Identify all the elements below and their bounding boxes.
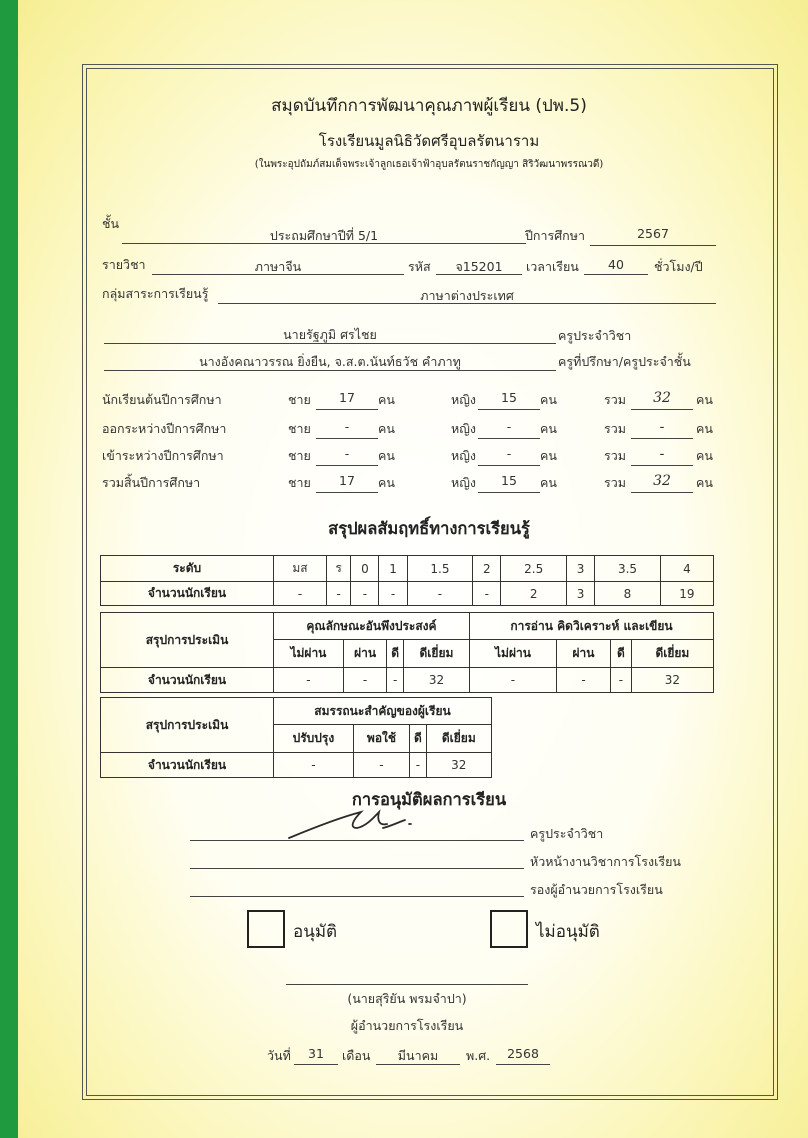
competency-count: - bbox=[274, 753, 354, 778]
grade-count: 19 bbox=[660, 582, 713, 606]
grade-level: มส bbox=[274, 556, 327, 582]
approval-line-1 bbox=[190, 840, 524, 841]
patronage-line: (ในพระอุปถัมภ์สมเด็จพระเจ้าลูกเธอเจ้าฟ้าอุบลรัตนราชกัญญา สิริวัฒนาพรรณวดี) bbox=[254, 159, 604, 170]
year-line bbox=[590, 245, 716, 246]
competency-table bbox=[100, 697, 492, 778]
female-count: 15 bbox=[501, 390, 517, 405]
total-label: รวม bbox=[604, 448, 626, 463]
unit-label: คน bbox=[378, 392, 395, 407]
count-underline bbox=[478, 409, 540, 410]
characteristics-count: 32 bbox=[403, 668, 469, 693]
assessment-column-header: ดี bbox=[387, 640, 404, 668]
male-label: ชาย bbox=[288, 448, 311, 463]
subject-label: รายวิชา bbox=[102, 257, 146, 272]
total-label: รวม bbox=[604, 392, 626, 407]
competency-count-label: จำนวนนักเรียน bbox=[101, 753, 274, 778]
class-label: ชั้น bbox=[102, 216, 120, 231]
unit-label: คน bbox=[696, 421, 713, 436]
date-year-line bbox=[496, 1064, 550, 1065]
grade-count: - bbox=[351, 582, 379, 606]
director-role: ผู้อำนวยการโรงเรียน bbox=[350, 1018, 464, 1033]
reading-count: 32 bbox=[631, 668, 713, 693]
date-month-label: เดือน bbox=[342, 1048, 371, 1063]
school-name: โรงเรียนมูลนิธิวัดศรีอุบลรัตนาราม bbox=[318, 132, 540, 150]
student-row-label: นักเรียนต้นปีการศึกษา bbox=[102, 392, 222, 407]
approve-label: อนุมัติ bbox=[293, 922, 338, 942]
subject-teacher-name: นายรัฐภูมิ ศรไชย bbox=[283, 327, 377, 342]
total-count: 32 bbox=[653, 390, 671, 406]
count-underline bbox=[631, 465, 693, 466]
male-count: 17 bbox=[339, 390, 355, 405]
female-label: หญิง bbox=[451, 392, 476, 407]
grade-level: 3 bbox=[567, 556, 595, 582]
grade-level: 1 bbox=[379, 556, 407, 582]
reading-count: - bbox=[611, 668, 632, 693]
competency-title: สมรรถนะสำคัญของผู้เรียน bbox=[274, 698, 492, 725]
unit-label: คน bbox=[540, 421, 557, 436]
student-row-label: ออกระหว่างปีการศึกษา bbox=[102, 421, 227, 436]
grade-count: - bbox=[326, 582, 350, 606]
characteristics-count: - bbox=[274, 668, 344, 693]
document-page bbox=[18, 0, 808, 1138]
approval-line-3 bbox=[190, 896, 524, 897]
year-label: ปีการศึกษา bbox=[525, 228, 585, 243]
grade-count: 3 bbox=[567, 582, 595, 606]
grade-count: - bbox=[274, 582, 327, 606]
assessment-column-header: ไม่ผ่าน bbox=[469, 640, 556, 668]
date-day: 31 bbox=[308, 1046, 324, 1061]
female-count: - bbox=[506, 419, 512, 434]
grade-level-label: ระดับ bbox=[101, 556, 274, 582]
advisor-role: ครูที่ปรึกษา/ครูประจำชั้น bbox=[558, 354, 691, 369]
date-year-label: พ.ศ. bbox=[466, 1048, 491, 1063]
grade-count: - bbox=[407, 582, 473, 606]
male-count: - bbox=[344, 446, 350, 461]
competency-count: 32 bbox=[426, 753, 491, 778]
assessment-column-header: ไม่ผ่าน bbox=[274, 640, 344, 668]
assessment-table bbox=[100, 612, 714, 693]
count-underline bbox=[631, 492, 693, 493]
grade-count: 8 bbox=[595, 582, 661, 606]
count-underline bbox=[631, 438, 693, 439]
director-name: (นายสุริยัน พรมจำปา) bbox=[347, 991, 467, 1006]
count-underline bbox=[478, 492, 540, 493]
approval-role-3: รองผู้อำนวยการโรงเรียน bbox=[530, 882, 663, 897]
count-underline bbox=[478, 465, 540, 466]
unit-label: คน bbox=[540, 448, 557, 463]
total-count: - bbox=[659, 446, 665, 462]
hours-label: เวลาเรียน bbox=[526, 259, 579, 274]
reading-count: - bbox=[469, 668, 556, 693]
student-row-label: รวมสิ้นปีการศึกษา bbox=[102, 475, 201, 490]
hours-unit: ชั่วโมง/ปี bbox=[654, 259, 703, 274]
grade-count: - bbox=[379, 582, 407, 606]
group-label: กลุ่มสาระการเรียนรู้ bbox=[102, 286, 209, 301]
female-label: หญิง bbox=[451, 475, 476, 490]
signature bbox=[283, 798, 423, 846]
assessment-label: สรุปการประเมิน bbox=[101, 613, 274, 668]
competency-count-row bbox=[101, 753, 492, 778]
group-value: ภาษาต่างประเทศ bbox=[420, 288, 514, 303]
reading-count: - bbox=[556, 668, 610, 693]
assessment-column-header: ผ่าน bbox=[343, 640, 386, 668]
assessment-column-header: ดี bbox=[611, 640, 632, 668]
grade-count: 2 bbox=[501, 582, 567, 606]
assessment-count-row bbox=[101, 668, 714, 693]
female-label: หญิง bbox=[451, 448, 476, 463]
unit-label: คน bbox=[378, 421, 395, 436]
date-month: มีนาคม bbox=[397, 1048, 439, 1063]
assessment-column-header: ดีเยี่ยม bbox=[403, 640, 469, 668]
assessment-column-header: ผ่าน bbox=[556, 640, 610, 668]
count-underline bbox=[631, 409, 693, 410]
reject-checkbox[interactable] bbox=[490, 910, 528, 948]
female-count: 15 bbox=[501, 473, 517, 488]
approve-checkbox[interactable] bbox=[247, 910, 285, 948]
total-label: รวม bbox=[604, 475, 626, 490]
reading-title: การอ่าน คิดวิเคราะห์ และเขียน bbox=[469, 613, 713, 640]
competency-column-header: พอใช้ bbox=[353, 725, 409, 753]
competency-column-header: ปรับปรุง bbox=[274, 725, 354, 753]
count-underline bbox=[478, 438, 540, 439]
grade-level: 1.5 bbox=[407, 556, 473, 582]
count-underline bbox=[316, 465, 378, 466]
code-label: รหัส bbox=[408, 259, 431, 274]
count-underline bbox=[316, 492, 378, 493]
grade-level: 2 bbox=[473, 556, 501, 582]
grade-level: 4 bbox=[660, 556, 713, 582]
grade-table bbox=[100, 555, 714, 606]
approval-role-2: หัวหน้างานวิชาการโรงเรียน bbox=[530, 854, 681, 869]
characteristics-count: - bbox=[343, 668, 386, 693]
approval-line-2 bbox=[190, 868, 524, 869]
male-label: ชาย bbox=[288, 421, 311, 436]
date-day-label: วันที่ bbox=[267, 1048, 291, 1063]
grade-level: 2.5 bbox=[501, 556, 567, 582]
grade-level: 3.5 bbox=[595, 556, 661, 582]
male-label: ชาย bbox=[288, 392, 311, 407]
competency-count: - bbox=[410, 753, 426, 778]
grade-level: 0 bbox=[351, 556, 379, 582]
grade-count-row bbox=[101, 582, 714, 606]
document-title: สมุดบันทึกการพัฒนาคุณภาพผู้เรียน (ปพ.5) bbox=[271, 96, 587, 116]
competency-label: สรุปการประเมิน bbox=[101, 698, 274, 753]
class-value: ประถมศึกษาปีที่ 5/1 bbox=[269, 228, 379, 243]
unit-label: คน bbox=[540, 392, 557, 407]
grade-level-row bbox=[101, 556, 714, 582]
approval-role-1: ครูประจำวิชา bbox=[530, 826, 604, 841]
hours-value: 40 bbox=[608, 257, 624, 272]
count-underline bbox=[316, 409, 378, 410]
reject-label: ไม่อนุมัติ bbox=[536, 922, 600, 942]
male-count: - bbox=[344, 419, 350, 434]
summary-title: สรุปผลสัมฤทธิ์ทางการเรียนรู้ bbox=[328, 519, 530, 538]
assessment-count-label: จำนวนนักเรียน bbox=[101, 668, 274, 693]
director-signature-line bbox=[286, 984, 528, 985]
characteristics-count: - bbox=[387, 668, 404, 693]
male-count: 17 bbox=[339, 473, 355, 488]
count-underline bbox=[316, 438, 378, 439]
code-value: จ15201 bbox=[455, 259, 503, 274]
grade-count: - bbox=[473, 582, 501, 606]
hours-line bbox=[584, 274, 648, 275]
unit-label: คน bbox=[540, 475, 557, 490]
unit-label: คน bbox=[378, 475, 395, 490]
date-year: 2568 bbox=[507, 1046, 539, 1061]
student-row-label: เข้าระหว่างปีการศึกษา bbox=[102, 448, 224, 463]
unit-label: คน bbox=[696, 448, 713, 463]
grade-count-label: จำนวนนักเรียน bbox=[101, 582, 274, 606]
male-label: ชาย bbox=[288, 475, 311, 490]
female-count: - bbox=[506, 446, 512, 461]
total-label: รวม bbox=[604, 421, 626, 436]
date-day-line bbox=[294, 1064, 338, 1065]
approval-title: การอนุมัติผลการเรียน bbox=[351, 790, 507, 809]
unit-label: คน bbox=[696, 475, 713, 490]
grade-level: ร bbox=[326, 556, 350, 582]
subject-value: ภาษาจีน bbox=[254, 259, 302, 274]
characteristics-title: คุณลักษณะอันพึงประสงค์ bbox=[274, 613, 470, 640]
year-value: 2567 bbox=[637, 226, 669, 241]
total-count: - bbox=[659, 419, 665, 435]
unit-label: คน bbox=[696, 392, 713, 407]
subject-teacher-role: ครูประจำวิชา bbox=[558, 328, 632, 343]
assessment-column-header: ดีเยี่ยม bbox=[631, 640, 713, 668]
advisor-name: นางอังคณาวรรณ ยิ่งยืน, จ.ส.ต.นันท์ธวัช คำภาทู bbox=[199, 354, 461, 369]
competency-count: - bbox=[353, 753, 409, 778]
total-count: 32 bbox=[653, 473, 671, 489]
competency-column-header: ดี bbox=[410, 725, 426, 753]
unit-label: คน bbox=[378, 448, 395, 463]
female-label: หญิง bbox=[451, 421, 476, 436]
competency-column-header: ดีเยี่ยม bbox=[426, 725, 491, 753]
